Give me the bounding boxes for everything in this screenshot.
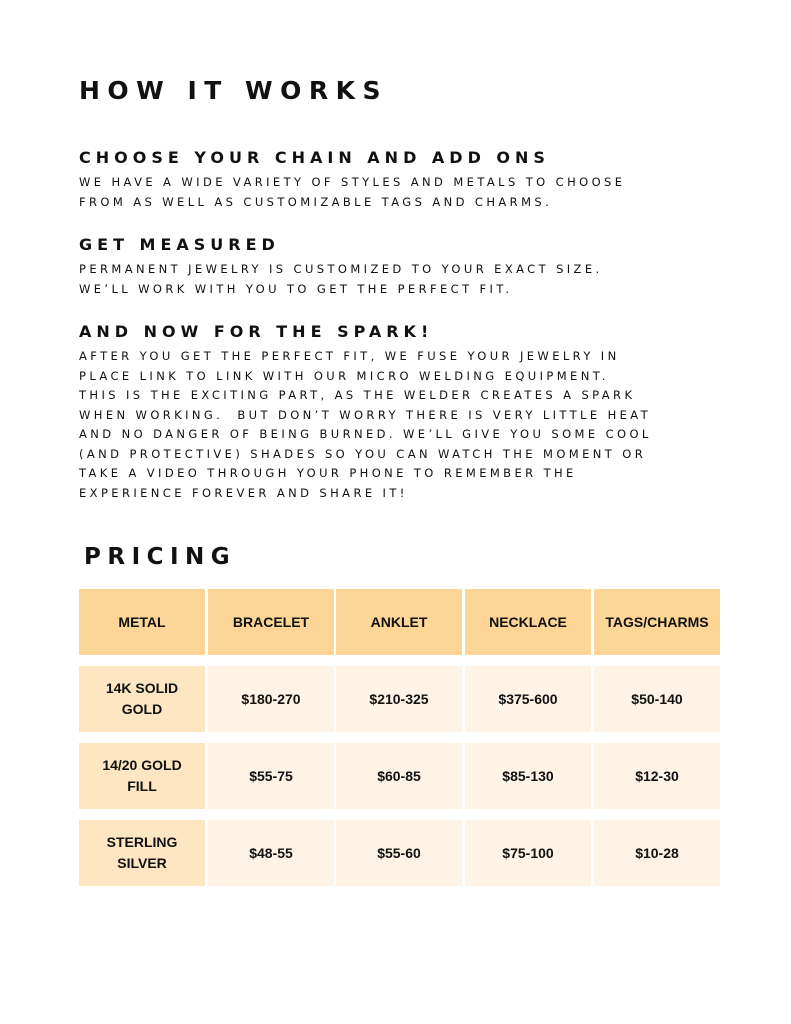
price-cell: $375-600 [465,666,591,732]
section-get-measured [79,235,719,299]
price-cell: $85-130 [465,743,591,809]
table-row-label: 14/20 GOLD FILL [79,743,205,809]
table-row-label: 14K SOLID GOLD [79,666,205,732]
section-body: WE HAVE A WIDE VARIETY OF STYLES AND METALS TO CHOOSE FROM AS WELL AS CUSTOMIZABLE TAGS AND CHARMS. [79,175,626,209]
section-heading: AND NOW FOR THE SPARK! [79,322,434,341]
table-header-cell: ANKLET [336,589,462,655]
section-spark [79,322,719,503]
table-header-cell: METAL [79,589,205,655]
table-header-cell: NECKLACE [465,589,591,655]
price-cell: $10-28 [594,820,720,886]
table-header-cell: TAGS/CHARMS [594,589,720,655]
section-choose-chain [79,148,719,212]
section-body: PERMANENT JEWELRY IS CUSTOMIZED TO YOUR EXACT SIZE. WE’LL WORK WITH YOU TO GET THE PERFECT FIT. [79,262,603,296]
table-row-label: STERLING SILVER [79,820,205,886]
price-cell: $48-55 [208,820,334,886]
section-body: AFTER YOU GET THE PERFECT FIT, WE FUSE YOUR JEWELRY IN PLACE LINK TO LINK WITH OUR MICRO WELDING EQUIPMENT. THIS IS THE EXCITING PART, AS THE WELDER CREATES A SPARK WHEN WORKING. BUT DON’T WORRY THERE IS VERY LITTLE HEAT AND NO DANGER OF BEING BURNED. WE’LL GIVE YOU SOME COOL (AND PROTECTIVE) SHADES SO YOU CAN WATCH THE MOMENT OR TAKE A VIDEO THROUGH YOUR PHONE TO REMEMBER THE EXPERIENCE FOREVER AND SHARE IT! [79,349,652,500]
price-cell: $180-270 [208,666,334,732]
price-cell: $210-325 [336,666,462,732]
price-cell: $75-100 [465,820,591,886]
table-header-cell: BRACELET [208,589,334,655]
price-cell: $60-85 [336,743,462,809]
price-cell: $55-60 [336,820,462,886]
pricing-title: PRICING [84,544,237,570]
page-title: HOW IT WORKS [79,76,388,105]
price-cell: $50-140 [594,666,720,732]
price-cell: $12-30 [594,743,720,809]
section-heading: GET MEASURED [79,235,280,254]
price-cell: $55-75 [208,743,334,809]
section-heading: CHOOSE YOUR CHAIN AND ADD ONS [79,148,550,167]
